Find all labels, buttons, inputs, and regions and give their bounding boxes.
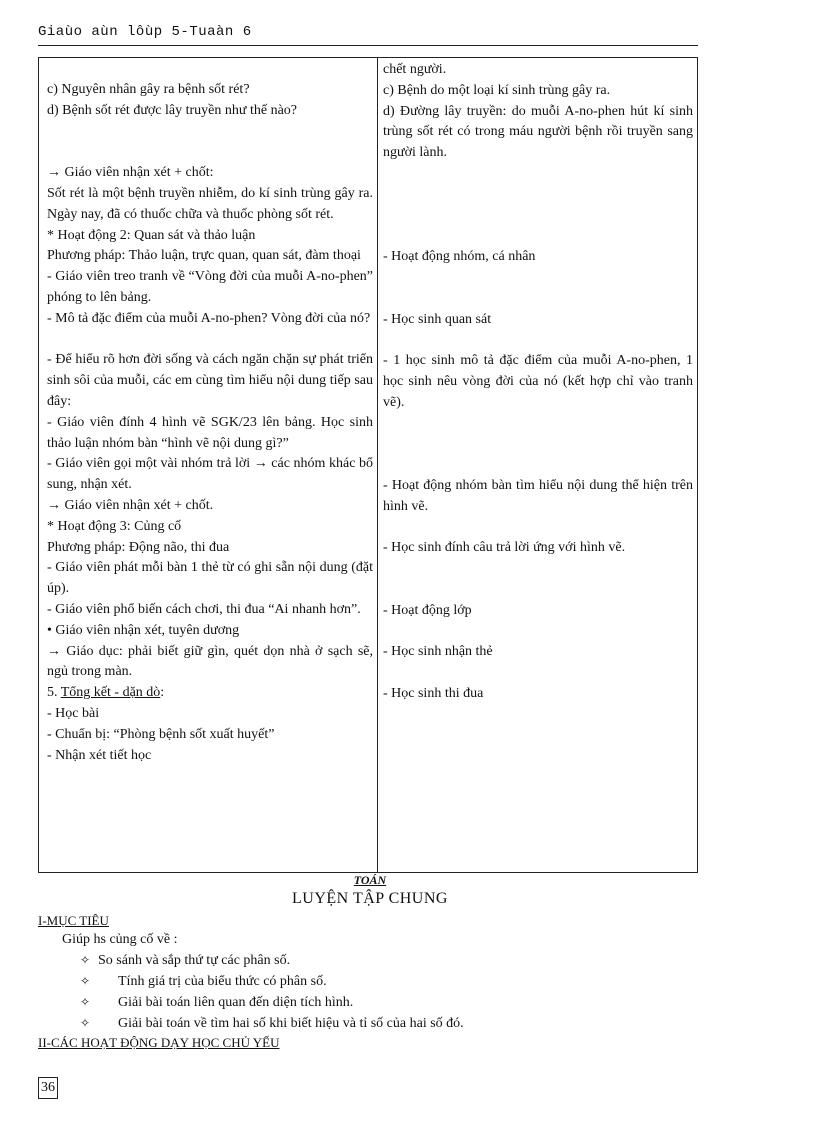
question-spread: d) Bệnh sốt rét được lây truyền như thế nào?: [47, 102, 298, 118]
bullet-diamond-icon: ✧: [80, 953, 91, 967]
activity-3-method: Phương pháp: Động não, thi đua: [47, 539, 230, 555]
understand-intro: - Để hiểu rõ hơn đời sống và cách ngăn chặn sự phát triển sinh sôi của muỗi, các em cùng tìm hiểu nội dung tiếp sau đây:: [47, 352, 373, 409]
summary-heading: 5. Tổng kết - dặn dò:: [47, 685, 165, 701]
question-cause: c) Nguyên nhân gây ra bệnh sốt rét?: [47, 82, 250, 97]
bullet-diamond-icon: ✧: [80, 995, 91, 1009]
subject-label: TOÁN: [353, 873, 387, 887]
lesson-table: [38, 57, 698, 873]
activities-heading: II-CÁC HOẠT ĐỘNG DẠY HỌC CHỦ YẾU: [38, 1035, 280, 1050]
group-discussion: - Hoạt động nhóm bàn tìm hiểu nội dung thể hiện trên hình vẽ.: [383, 477, 693, 514]
activity-3-heading: * Hoạt động 3: Củng cố: [47, 518, 182, 534]
teacher-conclusion: → Giáo viên nhận xét + chốt:: [47, 165, 214, 181]
answer-cause: c) Bệnh do một loại kí sinh trùng gây ra.: [383, 82, 611, 98]
education-note: → Giáo dục: phải biết giữ gìn, quét dọn nhà ở sạch sẽ, ngủ trong màn.: [47, 643, 373, 680]
receive-card: - Học sinh nhận thẻ: [383, 644, 493, 660]
header-rule: [38, 45, 698, 46]
activity-2-heading: * Hoạt động 2: Quan sát và thảo luận: [47, 227, 256, 243]
student-activities-cell: [383, 60, 693, 705]
activity-2-method: Phương pháp: Thảo luận, trực quan, quan sát, đàm thoại: [47, 248, 361, 264]
page-number: 36: [38, 1077, 58, 1099]
hand-out-cards: - Giáo viên phát mỗi bàn 1 thẻ từ có ghi sẵn nội dung (đặt úp).: [47, 560, 373, 597]
lesson-feedback: - Nhận xét tiết học: [47, 747, 152, 763]
describe-answer: - 1 học sinh mô tả đặc điểm của muỗi A-no-phen, 1 học sinh nêu vòng đời của nó (kết hợp chỉ vào tranh vẽ).: [383, 353, 693, 410]
lesson-title: LUYỆN TẬP CHUNG: [292, 890, 448, 907]
students-compete: - Học sinh thi đua: [383, 685, 484, 701]
attach-answers: - Học sinh đính câu trả lời ứng với hình vẽ.: [383, 540, 626, 556]
homework-review: - Học bài: [47, 705, 100, 721]
teacher-conclusion-2: → Giáo viên nhận xét + chốt.: [47, 497, 214, 513]
page-header: Giaùo aùn lôùp 5-Tuaàn 6: [38, 24, 252, 40]
game-rules: - Giáo viên phổ biến cách chơi, thi đua “Ai nhanh hơn”.: [47, 601, 361, 617]
teacher-praise: • Giáo viên nhận xét, tuyên dương: [47, 622, 240, 638]
call-groups: - Giáo viên gọi một vài nhóm trả lời → các nhóm khác bổ sung, nhận xét.: [47, 456, 373, 493]
homework-prepare: - Chuẩn bị: “Phòng bệnh sốt xuất huyết”: [47, 726, 275, 742]
class-activity: - Hoạt động lớp: [383, 602, 472, 618]
students-observe: - Học sinh quan sát: [383, 311, 492, 327]
bullet-diamond-icon: ✧: [80, 974, 91, 988]
teacher-activities-cell: [47, 80, 373, 766]
answer-spread: d) Đường lây truyền: do muỗi A-no-phen hút kí sinh trùng sốt rét có trong máu người bệnh rồi truyền sang người lành.: [383, 103, 693, 161]
column-divider: [377, 58, 378, 872]
group-activity: - Hoạt động nhóm, cá nhân: [383, 249, 536, 265]
attach-pictures: - Giáo viên đính 4 hình vẽ SGK/23 lên bảng. Học sinh thảo luận nhóm bàn “hình vẽ nội dung gì?”: [47, 414, 373, 451]
goals-intro: Giúp hs củng cố về :: [62, 932, 178, 947]
describe-mosquito-question: - Mô tả đặc điểm của muỗi A-no-phen? Vòng đời của nó?: [47, 310, 371, 326]
answer-death: chết người.: [383, 62, 447, 77]
bullet-diamond-icon: ✧: [80, 1016, 91, 1030]
goals-heading: I-MỤC TIÊU: [38, 913, 109, 928]
teacher-hang-picture: - Giáo viên treo tranh về “Vòng đời của muỗi A-no-phen” phóng to lên bảng.: [47, 269, 373, 305]
conclusion-text: Sốt rét là một bệnh truyền nhiễm, do kí sinh trùng gây ra. Ngày nay, đã có thuốc chữa và thuốc phòng sốt rét.: [47, 185, 373, 222]
